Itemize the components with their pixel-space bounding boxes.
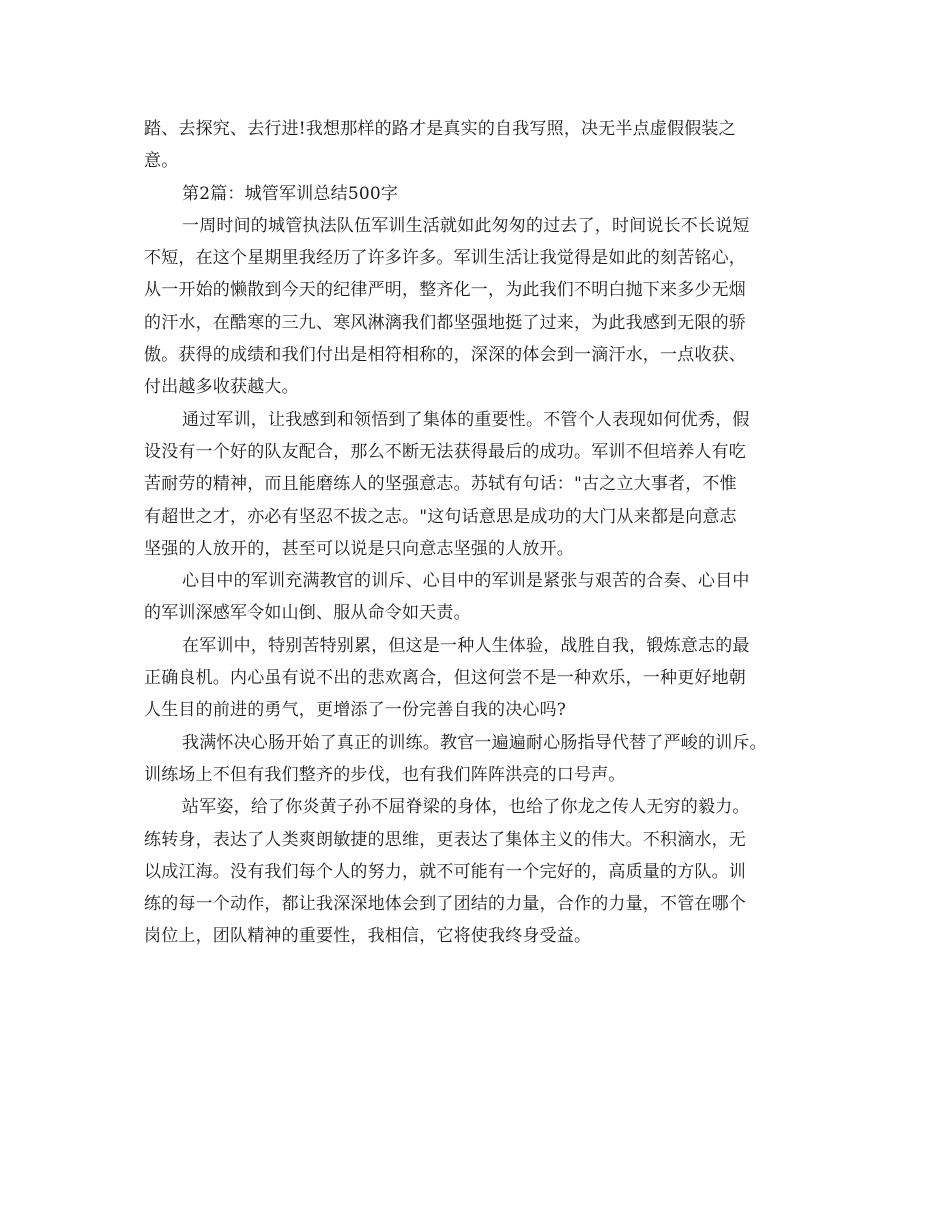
text-line: 苦耐劳的精神，而且能磨练人的坚强意志。苏轼有句话："古之立大事者，不惟 (144, 474, 737, 495)
text-line: 站军姿，给了你炎黄子孙不屈脊梁的身体，也给了你龙之传人无穷的毅力。 (182, 797, 750, 818)
text-line: 正确良机。内心虽有说不出的悲欢离合，但这何尝不是一种欢乐，一种更好地朝 (144, 668, 746, 689)
text-line: 训练场上不但有我们整齐的步伐，也有我们阵阵洪亮的口号声。 (144, 764, 626, 785)
text-line: 以成江海。没有我们每个人的努力，就不可能有一个完好的，高质量的方队。训 (144, 861, 746, 882)
text-line: 的汗水，在酷寒的三九、寒风淋漓我们都坚强地挺了过来，为此我感到无限的骄 (144, 312, 746, 333)
text-line: 有超世之才，亦必有坚忍不拔之志。"这句话意思是成功的大门从来都是向意志 (144, 506, 737, 527)
text-line: 傲。获得的成绩和我们付出是相符相称的，深深的体会到一滴汗水，一点收获、 (144, 345, 746, 366)
text-line: 人生目的前进的勇气，更增添了一份完善自我的决心吗? (144, 700, 567, 721)
text-line: 心目中的军训充满教官的训斥、心目中的军训是紧张与艰苦的合奏、心目中 (182, 571, 750, 592)
text-line: 从一开始的懒散到今天的纪律严明，整齐化一，为此我们不明白抛下来多少无烟 (144, 280, 746, 301)
text-line: 不短，在这个星期里我经历了许多许多。军训生活让我觉得是如此的刻苦铭心， (144, 248, 746, 269)
text-line: 我满怀决心肠开始了真正的训练。教官一遍遍耐心肠指导代替了严峻的训斥。 (182, 732, 767, 753)
text-line: 练转身，表达了人类爽朗敏捷的思维，更表达了集体主义的伟大。不积滴水，无 (144, 829, 746, 850)
text-line: 通过军训，让我感到和领悟到了集体的重要性。不管个人表现如何优秀，假 (182, 409, 750, 430)
text-line: 的军训深感军令如山倒、服从命令如天责。 (144, 603, 471, 624)
text-line: 坚强的人放开的，甚至可以说是只向意志坚强的人放开。 (144, 538, 574, 559)
text-line: 练的每一个动作，都让我深深地体会到了团结的力量，合作的力量，不管在哪个 (144, 894, 746, 915)
text-line: 意。 (144, 151, 179, 172)
text-line: 一周时间的城管执法队伍军训生活就如此匆匆的过去了，时间说长不长说短 (182, 215, 750, 236)
text-line: 设没有一个好的队友配合，那么不断无法获得最后的成功。军训不但培养人有吃 (144, 441, 746, 462)
text-line: 踏、去探究、去行进!我想那样的路才是真实的自我写照，决无半点虚假假装之 (144, 119, 736, 139)
text-line: 付出越多收获越大。 (144, 377, 299, 398)
text-line: 在军训中，特别苦特别累，但这是一种人生体验，战胜自我，锻炼意志的最 (182, 635, 750, 656)
text-line: 第2篇：城管军训总结500字 (182, 183, 399, 204)
document-body (144, 113, 814, 953)
text-line: 岗位上，团队精神的重要性，我相信，它将使我终身受益。 (144, 926, 592, 947)
